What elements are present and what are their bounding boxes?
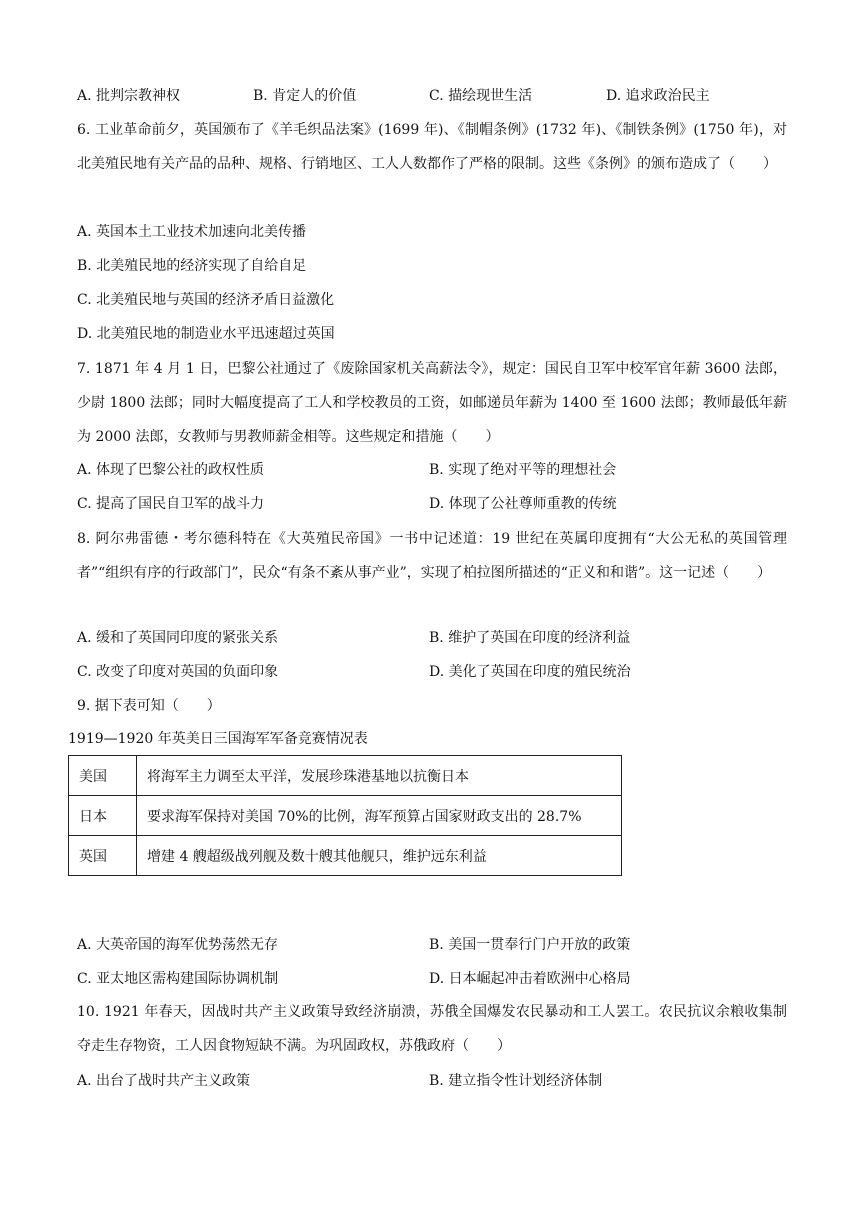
q8-option-b: B. 维护了英国在印度的经济利益 (429, 630, 631, 646)
q5-options (77, 86, 777, 106)
q8-option-a: A. 缓和了英国同印度的紧张关系 (77, 630, 279, 646)
q8-option-c: C. 改变了印度对英国的负面印象 (77, 664, 279, 680)
q9-option-b: B. 美国一贯奉行门户开放的政策 (429, 937, 631, 953)
q8-options-row1 (77, 628, 777, 648)
q5-option-d: D. 追求政治民主 (606, 88, 710, 104)
q9-option-a: A. 大英帝国的海军优势荡然无存 (77, 937, 279, 953)
q7-option-a: A. 体现了巴黎公社的政权性质 (77, 462, 265, 478)
q9-options-row1 (77, 935, 777, 955)
table-cell-country: 日本 (69, 796, 137, 836)
q7-option-b: B. 实现了绝对平等的理想社会 (429, 462, 617, 478)
q9-table-title: 1919—1920 年英美日三国海军军备竞赛情况表 (68, 731, 368, 747)
q7-option-c: C. 提高了国民自卫军的战斗力 (77, 496, 265, 512)
q6-option-c: C. 北美殖民地与英国的经济矛盾日益激化 (77, 292, 335, 308)
table-row (69, 836, 622, 876)
table-cell-content: 要求海军保持对美国 70%的比例，海军预算占国家财政支出的 28.7% (137, 796, 622, 836)
q7-stem: 7. 1871 年 4 月 1 日，巴黎公社通过了《废除国家机关高薪法令》，规定：国民自卫军中校军官年薪 3600 法郎，少尉 1800 法郎；同时大幅度提高了工人和学校教员的工资，如邮递员年薪为 1400 至 1600 法郎；教师最低年薪为 2000 法郎，女教师与男教师薪金相等。这些规定和措施（ ） (77, 361, 787, 445)
q8-stem: 8. 阿尔弗雷德・考尔德科特在《大英殖民帝国》一书中记述道：19 世纪在英属印度拥有“大公无私的英国管理者”“组织有序的行政部门”，民众“有条不紊从事产业”，实现了柏拉图所描述的“正义和和谐”。这一记述（ ） (77, 531, 787, 581)
q10-stem: 10. 1921 年春天，因战时共产主义政策导致经济崩溃，苏俄全国爆发农民暴动和工人罢工。农民抗议余粮收集制夺走生存物资，工人因食物短缺不满。为巩固政权，苏俄政府（ ） (77, 1004, 787, 1054)
q6-option-b: B. 北美殖民地的经济实现了自给自足 (77, 258, 307, 274)
q8-options-row2 (77, 662, 777, 682)
table-cell-content: 增建 4 艘超级战列舰及数十艘其他舰只，维护远东利益 (137, 836, 622, 876)
q9-table (68, 755, 622, 876)
q7-options-row1 (77, 460, 777, 480)
q5-option-a: A. 批判宗教神权 (77, 88, 181, 104)
q6-option-d: D. 北美殖民地的制造业水平迅速超过英国 (77, 326, 335, 342)
q9-stem: 9. 据下表可知（ ） (77, 698, 221, 714)
q9-option-d: D. 日本崛起冲击着欧洲中心格局 (429, 971, 631, 987)
q8-option-d: D. 美化了英国在印度的殖民统治 (429, 664, 631, 680)
q7-options-row2 (77, 494, 777, 514)
q10-options-row1 (77, 1071, 777, 1091)
q5-option-b: B. 肯定人的价值 (253, 88, 357, 104)
q6-stem: 6. 工业革命前夕，英国颁布了《羊毛织品法案》(1699 年)、《制帽条例》(1732 年)、《制铁条例》(1750 年)，对北美殖民地有关产品的品种、规格、行销地区、工人人数都作了严格的限制。这些《条例》的颁布造成了（ ） (77, 122, 787, 172)
table-row (69, 796, 622, 836)
q10-option-b: B. 建立指令性计划经济体制 (429, 1073, 603, 1089)
q5-option-c: C. 描绘现世生活 (429, 88, 533, 104)
table-cell-country: 英国 (69, 836, 137, 876)
table-cell-country: 美国 (69, 756, 137, 796)
q7-option-d: D. 体现了公社尊师重教的传统 (429, 496, 617, 512)
table-row (69, 756, 622, 796)
q6-option-a: A. 英国本土工业技术加速向北美传播 (77, 224, 307, 240)
table-cell-content: 将海军主力调至太平洋，发展珍珠港基地以抗衡日本 (137, 756, 622, 796)
q9-options-row2 (77, 969, 777, 989)
q9-option-c: C. 亚太地区需构建国际协调机制 (77, 971, 279, 987)
q10-option-a: A. 出台了战时共产主义政策 (77, 1073, 251, 1089)
